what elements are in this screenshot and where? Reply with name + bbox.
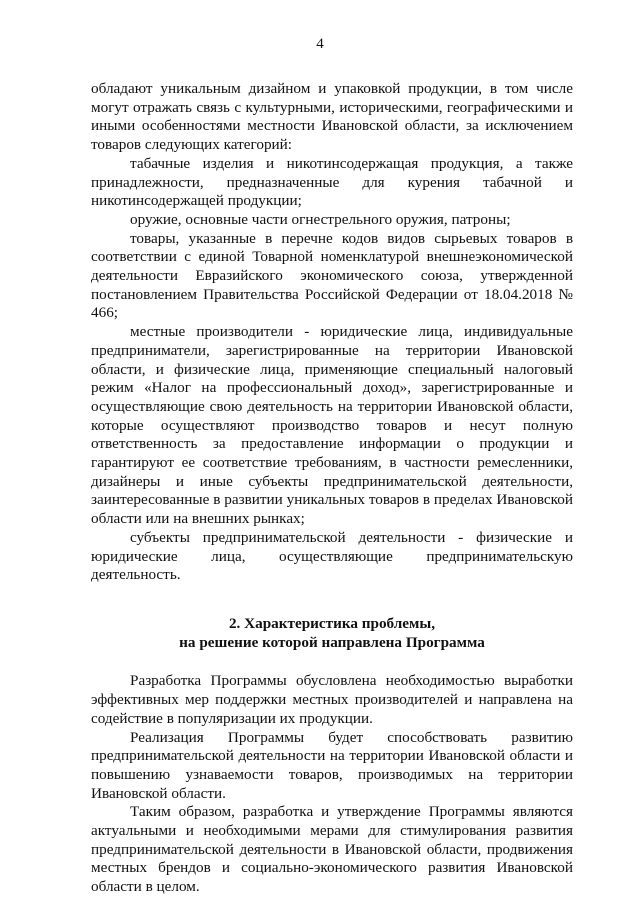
section-heading [91,615,573,652]
document-body [91,80,573,897]
section-heading-line2: на решение которой направлена Программа [179,633,485,651]
page-number: 4 [316,36,324,52]
definitions-block [91,80,573,585]
paragraph-business-entities: субъекты предпринимательской деятельности - физические и юридические лица, осуществляющие предпринимательскую деятельность. [91,528,573,584]
paragraph-tobacco: табачные изделия и никотинсодержащая продукция, а также принадлежности, предназначенные для курения табачной и никотинсодержащей продукции; [91,154,573,210]
section-heading-line1: 2. Характеристика проблемы, [228,614,436,632]
paragraph-weapons: оружие, основные части огнестрельного оружия, патроны; [130,210,511,228]
paragraph-program-conclusion: Таким образом, разработка и утверждение Программы являются актуальными и необходимыми мерами для стимулирования развития предпринимательской деятельности в Ивановской области, продвижения местных брендов и социально-экономического развития Ивановской области в целом. [91,803,573,896]
paragraph-raw-goods: товары, указанные в перечне кодов видов сырьевых товаров в соответствии с единой Товарной номенклатурой внешнеэкономической деятельности Евразийского экономического союза, утвержденной постановлением Правительства Российской Федерации от 18.04.2018 № 466; [91,229,573,322]
section-2-body [91,672,573,896]
paragraph-continuation: обладают уникальным дизайном и упаковкой продукции, в том числе могут отражать связь с культурными, историческими, географическими и иными особенностями местности Ивановской области, за исключением товаров следующих категорий: [91,80,573,154]
paragraph-program-implementation: Реализация Программы будет способствовать развитию предпринимательской деятельности на территории Ивановской области и повышению узнаваемости товаров, производимых на территории Ивановской области. [91,728,573,802]
paragraph-program-rationale: Разработка Программы обусловлена необходимостью выработки эффективных мер поддержки местных производителей и направлена на содействие в популяризации их продукции. [91,672,573,727]
paragraph-local-producers: местные производители - юридические лица, индивидуальные предприниматели, зарегистрированные на территории Ивановской области, и физические лица, применяющие специальный налоговый режим «Налог на профессиональный доход», зарегистрированные и осуществляющие свою деятельность на территории Ивановской области, которые осуществляют производство товаров и несут полную ответственность за предоставление информации о продукции и гарантируют ее соответствие требованиям, в частности ремесленники, дизайнеры и иные субъекты предпринимательской деятельности, заинтересованные в развитии уникальных товаров в пределах Ивановской области или на внешних рынках; [91,323,573,528]
